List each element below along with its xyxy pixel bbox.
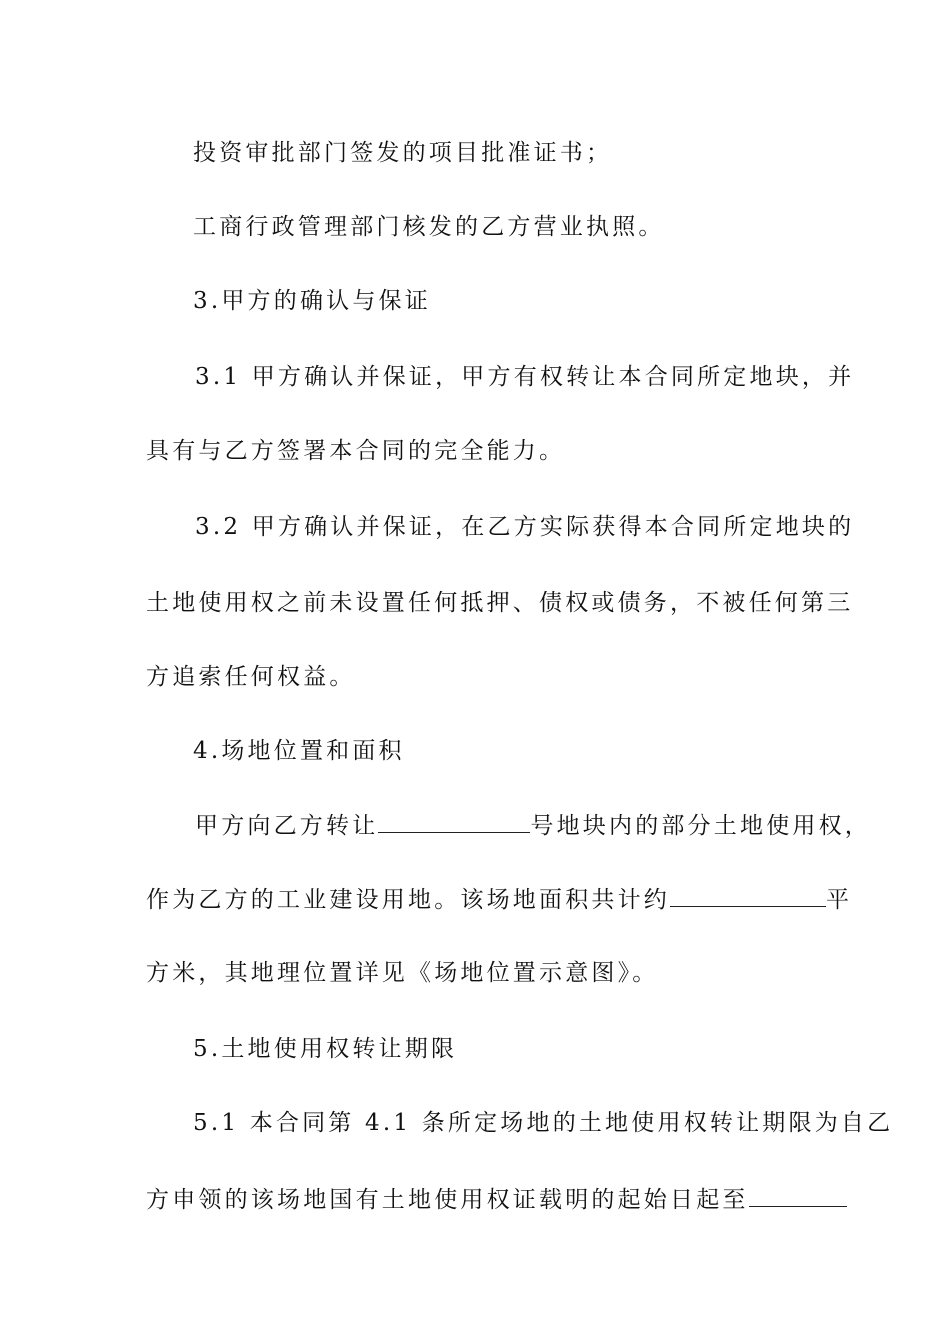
text-segment: 号地块内的部分土地使用权， (530, 813, 872, 839)
paragraph-line: 土地使用权之前未设置任何抵押、债权或债务，不被任何第三 (146, 590, 854, 616)
text-segment: 平 (826, 887, 853, 913)
text-segment: 作为乙方的工业建设用地。该场地面积共计约 (146, 887, 670, 913)
paragraph-line: 方追索任何权益。 (146, 664, 356, 690)
paragraph-line: 3.2 甲方确认并保证，在乙方实际获得本合同所定地块的 (195, 514, 855, 540)
text-segment: 甲方向乙方转让 (195, 813, 379, 839)
paragraph-line: 5.1 本合同第 4.1 条所定场地的土地使用权转让期限为自乙 (193, 1110, 894, 1136)
paragraph-line: 具有与乙方签署本合同的完全能力。 (146, 438, 566, 464)
section-heading-5: 5.土地使用权转让期限 (193, 1036, 458, 1062)
paragraph-line (195, 810, 875, 841)
text-segment: 方申领的该场地国有土地使用权证载明的起始日起至 (146, 1187, 749, 1213)
paragraph-line: 3.1 甲方确认并保证，甲方有权转让本合同所定地块，并 (195, 364, 855, 390)
paragraph-line: 投资审批部门签发的项目批准证书； (193, 140, 613, 166)
section-heading-4: 4.场地位置和面积 (193, 738, 405, 764)
fill-in-blank (749, 1184, 847, 1207)
section-heading-3: 3.甲方的确认与保证 (193, 288, 431, 314)
paragraph-line (146, 1184, 826, 1215)
paragraph-line: 工商行政管理部门核发的乙方营业执照。 (193, 214, 665, 240)
fill-in-blank (378, 810, 530, 833)
fill-in-blank (670, 884, 826, 907)
paragraph-line (146, 884, 853, 915)
paragraph-line: 方米，其地理位置详见《场地位置示意图》。 (146, 960, 659, 986)
